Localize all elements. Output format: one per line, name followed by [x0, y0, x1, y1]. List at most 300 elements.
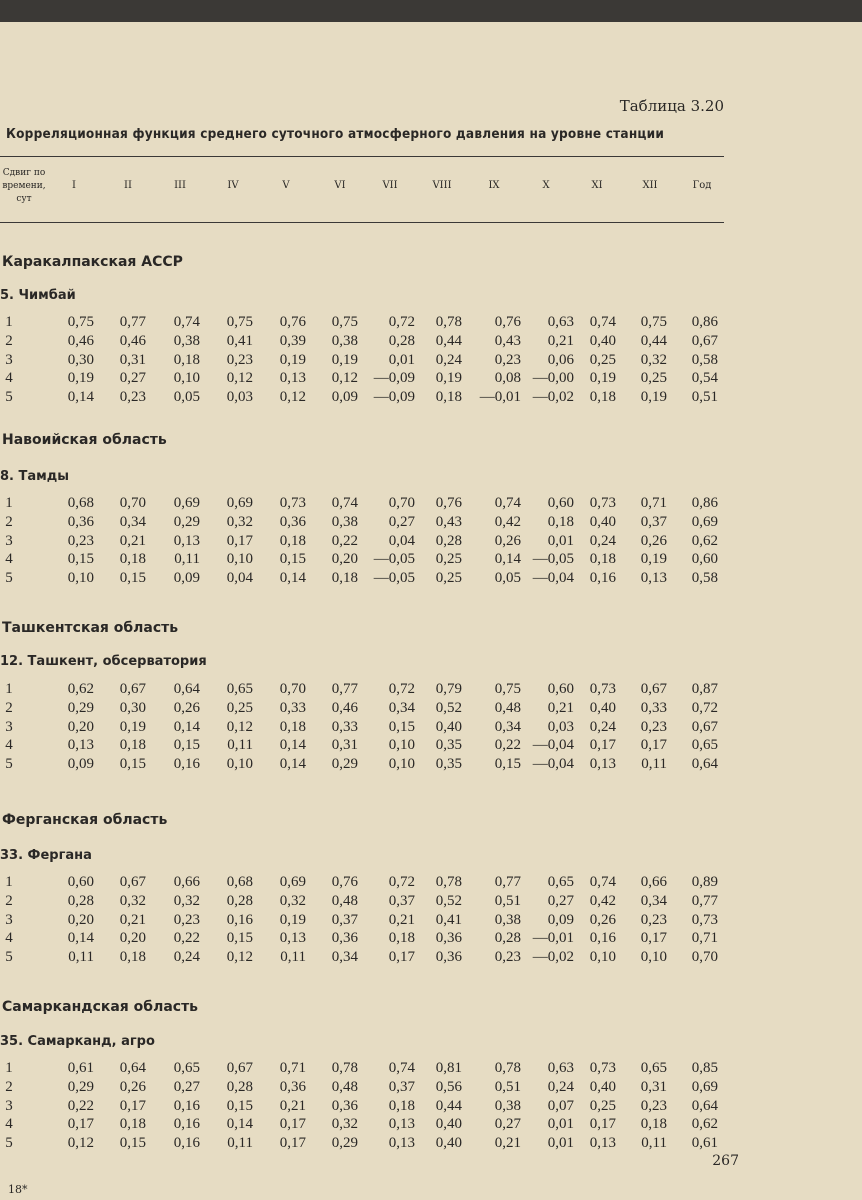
column-header: II — [124, 180, 132, 191]
value-cell: 0,28 — [226, 892, 253, 909]
value-cell: 0,76 — [435, 495, 462, 511]
value-cell: 0,36 — [279, 513, 306, 530]
value-cell: 0,43 — [494, 332, 521, 349]
value-cell: 0,15 — [279, 551, 306, 568]
value-cell: 0,11 — [641, 1135, 667, 1152]
column-header: VII — [382, 180, 398, 191]
value-cell: 0,77 — [119, 314, 146, 330]
lag-header-line: Сдвиг по — [2, 168, 46, 178]
value-cell: 0,41 — [226, 332, 253, 349]
value-cell: 0,14 — [279, 737, 306, 754]
value-cell: 0,15 — [388, 718, 415, 735]
value-cell: 0,18 — [589, 551, 616, 568]
page-number: 267 — [712, 1153, 739, 1169]
value-cell: 0,11 — [280, 949, 306, 966]
value-cell: 0,38 — [173, 332, 200, 349]
value-cell: 0,19 — [589, 370, 616, 387]
lag-cell: 4 — [5, 551, 13, 568]
lag-cell: 1 — [5, 874, 13, 890]
value-cell: 0,74 — [589, 314, 616, 330]
value-cell: —0,04 — [532, 570, 574, 587]
value-cell: 0,03 — [226, 389, 253, 406]
lag-cell: 2 — [5, 892, 13, 909]
value-cell: 0,77 — [691, 892, 718, 909]
value-cell: 0,23 — [640, 911, 667, 928]
value-cell: 0,10 — [226, 756, 253, 773]
value-cell: 0,23 — [494, 351, 521, 368]
value-cell: 0,14 — [279, 570, 306, 587]
value-cell: —0,00 — [532, 370, 574, 387]
value-cell: 0,14 — [67, 930, 94, 947]
value-cell: 0,23 — [494, 949, 521, 966]
value-cell: 0,74 — [173, 314, 200, 330]
lag-cell: 2 — [5, 699, 13, 716]
value-cell: 0,16 — [173, 1116, 200, 1133]
value-cell: 0,14 — [494, 551, 521, 568]
lag-cell: 5 — [5, 389, 13, 406]
value-cell: 0,72 — [388, 874, 415, 890]
value-cell: 0,38 — [331, 513, 358, 530]
value-cell: 0,65 — [547, 874, 574, 890]
value-cell: 0,69 — [279, 874, 306, 890]
value-cell: 0,11 — [641, 756, 667, 773]
column-header: I — [72, 180, 76, 191]
value-cell: 0,69 — [173, 495, 200, 511]
value-cell: 0,70 — [279, 681, 306, 697]
value-cell: 0,29 — [331, 756, 358, 773]
value-cell: 0,76 — [279, 314, 306, 330]
value-cell: 0,46 — [67, 332, 94, 349]
photo-dark-edge — [0, 0, 862, 22]
value-cell: 0,37 — [640, 513, 667, 530]
value-cell: 0,78 — [494, 1060, 521, 1076]
value-cell: 0,01 — [547, 532, 574, 549]
value-cell: 0,16 — [173, 1135, 200, 1152]
value-cell: 0,61 — [691, 1135, 718, 1152]
value-cell: 0,08 — [494, 370, 521, 387]
value-cell: 0,60 — [67, 874, 94, 890]
value-cell: 0,28 — [67, 892, 94, 909]
value-cell: 0,18 — [640, 1116, 667, 1133]
value-cell: 0,29 — [67, 1078, 94, 1095]
value-cell: 0,16 — [173, 1097, 200, 1114]
value-cell: 0,16 — [589, 570, 616, 587]
value-cell: 0,35 — [435, 737, 462, 754]
value-cell: 0,65 — [173, 1060, 200, 1076]
value-cell: 0,23 — [119, 389, 146, 406]
value-cell: 0,26 — [173, 699, 200, 716]
value-cell: 0,68 — [226, 874, 253, 890]
value-cell: —0,05 — [532, 551, 574, 568]
value-cell: 0,40 — [589, 699, 616, 716]
value-cell: 0,21 — [547, 332, 574, 349]
value-cell: 0,32 — [226, 513, 253, 530]
value-cell: —0,05 — [373, 570, 415, 587]
station-heading: 33. Фергана — [0, 848, 92, 863]
value-cell: 0,28 — [494, 930, 521, 947]
value-cell: 0,71 — [279, 1060, 306, 1076]
lag-cell: 1 — [5, 495, 13, 511]
value-cell: 0,73 — [589, 495, 616, 511]
lag-cell: 1 — [5, 1060, 13, 1076]
value-cell: 0,40 — [435, 1116, 462, 1133]
value-cell: 0,05 — [494, 570, 521, 587]
value-cell: —0,09 — [373, 370, 415, 387]
value-cell: 0,64 — [691, 756, 718, 773]
region-heading: Ферганская область — [2, 812, 168, 828]
value-cell: 0,40 — [435, 1135, 462, 1152]
value-cell: 0,18 — [547, 513, 574, 530]
value-cell: 0,16 — [589, 930, 616, 947]
value-cell: 0,22 — [67, 1097, 94, 1114]
value-cell: 0,75 — [67, 314, 94, 330]
value-cell: 0,18 — [119, 551, 146, 568]
region-heading: Ташкентская область — [2, 620, 179, 636]
lag-cell: 2 — [5, 1078, 13, 1095]
lag-column-header — [0, 167, 48, 206]
value-cell: 0,27 — [119, 370, 146, 387]
value-cell: 0,19 — [640, 389, 667, 406]
value-cell: 0,28 — [388, 332, 415, 349]
value-cell: 0,27 — [494, 1116, 521, 1133]
value-cell: 0,11 — [68, 949, 94, 966]
value-cell: 0,67 — [119, 874, 146, 890]
value-cell: 0,13 — [388, 1135, 415, 1152]
value-cell: 0,12 — [226, 949, 253, 966]
value-cell: 0,41 — [435, 911, 462, 928]
lag-header-line: времени, — [2, 181, 46, 191]
value-cell: 0,60 — [547, 681, 574, 697]
value-cell: 0,26 — [494, 532, 521, 549]
value-cell: 0,77 — [494, 874, 521, 890]
value-cell: 0,20 — [119, 930, 146, 947]
value-cell: 0,15 — [119, 756, 146, 773]
lag-cell: 5 — [5, 1135, 13, 1152]
value-cell: 0,40 — [589, 1078, 616, 1095]
value-cell: 0,17 — [589, 1116, 616, 1133]
value-cell: 0,67 — [691, 718, 718, 735]
region-heading: Каракалпакская АССР — [2, 254, 183, 270]
value-cell: —0,04 — [532, 756, 574, 773]
value-cell: 0,18 — [331, 570, 358, 587]
value-cell: 0,18 — [119, 1116, 146, 1133]
value-cell: 0,21 — [547, 699, 574, 716]
value-cell: 0,64 — [691, 1097, 718, 1114]
value-cell: 0,48 — [494, 699, 521, 716]
value-cell: 0,13 — [589, 756, 616, 773]
value-cell: 0,25 — [226, 699, 253, 716]
station-heading: 35. Самарканд, агро — [0, 1034, 155, 1049]
value-cell: 0,11 — [227, 1135, 253, 1152]
lag-cell: 4 — [5, 737, 13, 754]
lag-cell: 2 — [5, 332, 13, 349]
value-cell: 0,65 — [226, 681, 253, 697]
value-cell: 0,15 — [173, 737, 200, 754]
value-cell: 0,18 — [173, 351, 200, 368]
value-cell: 0,75 — [331, 314, 358, 330]
value-cell: 0,15 — [494, 756, 521, 773]
value-cell: 0,23 — [226, 351, 253, 368]
value-cell: —0,04 — [532, 737, 574, 754]
value-cell: 0,23 — [173, 911, 200, 928]
value-cell: 0,20 — [67, 911, 94, 928]
value-cell: 0,85 — [691, 1060, 718, 1076]
lag-header-line: сут — [16, 194, 32, 204]
value-cell: 0,13 — [67, 737, 94, 754]
value-cell: 0,17 — [589, 737, 616, 754]
column-header: Год — [692, 180, 712, 191]
value-cell: 0,52 — [435, 699, 462, 716]
value-cell: 0,06 — [547, 351, 574, 368]
value-cell: 0,73 — [589, 681, 616, 697]
value-cell: 0,76 — [331, 874, 358, 890]
value-cell: 0,17 — [67, 1116, 94, 1133]
value-cell: 0,16 — [173, 756, 200, 773]
value-cell: 0,17 — [640, 930, 667, 947]
value-cell: 0,15 — [67, 551, 94, 568]
value-cell: 0,40 — [589, 332, 616, 349]
value-cell: 0,27 — [388, 513, 415, 530]
value-cell: 0,25 — [640, 370, 667, 387]
value-cell: 0,86 — [691, 314, 718, 330]
value-cell: 0,19 — [640, 551, 667, 568]
value-cell: 0,34 — [331, 949, 358, 966]
station-heading: 8. Тамды — [0, 469, 70, 484]
value-cell: 0,07 — [547, 1097, 574, 1114]
value-cell: 0,37 — [388, 1078, 415, 1095]
lag-cell: 4 — [5, 930, 13, 947]
value-cell: —0,01 — [479, 389, 521, 406]
value-cell: 0,51 — [691, 389, 718, 406]
value-cell: 0,23 — [640, 718, 667, 735]
value-cell: 0,29 — [331, 1135, 358, 1152]
lag-cell: 4 — [5, 1116, 13, 1133]
value-cell: 0,23 — [67, 532, 94, 549]
value-cell: 0,75 — [494, 681, 521, 697]
region-heading: Самаркандская область — [2, 999, 199, 1015]
value-cell: 0,64 — [119, 1060, 146, 1076]
value-cell: 0,14 — [67, 389, 94, 406]
value-cell: 0,22 — [173, 930, 200, 947]
value-cell: 0,17 — [119, 1097, 146, 1114]
value-cell: —0,09 — [373, 389, 415, 406]
value-cell: 0,10 — [173, 370, 200, 387]
value-cell: 0,67 — [226, 1060, 253, 1076]
value-cell: 0,18 — [435, 389, 462, 406]
lag-cell: 5 — [5, 570, 13, 587]
value-cell: 0,67 — [119, 681, 146, 697]
value-cell: 0,10 — [226, 551, 253, 568]
value-cell: 0,18 — [279, 532, 306, 549]
value-cell: 0,22 — [494, 737, 521, 754]
value-cell: 0,32 — [331, 1116, 358, 1133]
column-header: V — [282, 180, 290, 191]
value-cell: 0,24 — [589, 532, 616, 549]
value-cell: 0,68 — [67, 495, 94, 511]
value-cell: 0,56 — [435, 1078, 462, 1095]
value-cell: 0,78 — [331, 1060, 358, 1076]
value-cell: 0,14 — [279, 756, 306, 773]
value-cell: 0,42 — [494, 513, 521, 530]
value-cell: 0,01 — [547, 1116, 574, 1133]
value-cell: 0,19 — [435, 370, 462, 387]
value-cell: 0,72 — [388, 314, 415, 330]
value-cell: 0,01 — [388, 351, 415, 368]
value-cell: 0,01 — [547, 1135, 574, 1152]
value-cell: 0,75 — [226, 314, 253, 330]
value-cell: 0,44 — [640, 332, 667, 349]
value-cell: 0,70 — [388, 495, 415, 511]
value-cell: 0,64 — [173, 681, 200, 697]
value-cell: 0,67 — [691, 332, 718, 349]
value-cell: 0,36 — [67, 513, 94, 530]
value-cell: 0,09 — [173, 570, 200, 587]
value-cell: 0,15 — [119, 570, 146, 587]
value-cell: 0,63 — [547, 1060, 574, 1076]
value-cell: 0,32 — [640, 351, 667, 368]
value-cell: 0,19 — [67, 370, 94, 387]
table-number: Таблица 3.20 — [619, 97, 724, 115]
value-cell: 0,21 — [119, 532, 146, 549]
value-cell: 0,09 — [331, 389, 358, 406]
lag-cell: 3 — [5, 718, 13, 735]
value-cell: 0,89 — [691, 874, 718, 890]
value-cell: 0,13 — [640, 570, 667, 587]
value-cell: 0,54 — [691, 370, 718, 387]
value-cell: 0,25 — [435, 551, 462, 568]
column-header: XII — [642, 180, 658, 191]
value-cell: 0,29 — [67, 699, 94, 716]
value-cell: 0,33 — [331, 718, 358, 735]
station-heading: 5. Чимбай — [0, 288, 76, 303]
value-cell: 0,10 — [388, 756, 415, 773]
value-cell: 0,58 — [691, 570, 718, 587]
value-cell: 0,75 — [640, 314, 667, 330]
value-cell: 0,11 — [174, 551, 200, 568]
signature-mark: 18* — [8, 1183, 28, 1196]
value-cell: —0,01 — [532, 930, 574, 947]
value-cell: 0,24 — [547, 1078, 574, 1095]
value-cell: —0,02 — [532, 949, 574, 966]
value-cell: 0,32 — [119, 892, 146, 909]
value-cell: 0,09 — [547, 911, 574, 928]
value-cell: 0,28 — [226, 1078, 253, 1095]
value-cell: 0,26 — [119, 1078, 146, 1095]
value-cell: 0,87 — [691, 681, 718, 697]
value-cell: 0,14 — [226, 1116, 253, 1133]
value-cell: 0,46 — [119, 332, 146, 349]
lag-cell: 2 — [5, 513, 13, 530]
value-cell: 0,71 — [640, 495, 667, 511]
value-cell: 0,21 — [279, 1097, 306, 1114]
column-header: IV — [227, 180, 239, 191]
value-cell: 0,09 — [67, 756, 94, 773]
value-cell: 0,31 — [331, 737, 358, 754]
value-cell: 0,36 — [331, 1097, 358, 1114]
value-cell: 0,12 — [67, 1135, 94, 1152]
value-cell: 0,04 — [388, 532, 415, 549]
value-cell: 0,33 — [279, 699, 306, 716]
value-cell: 0,12 — [279, 389, 306, 406]
value-cell: 0,21 — [494, 1135, 521, 1152]
value-cell: 0,74 — [331, 495, 358, 511]
value-cell: 0,20 — [331, 551, 358, 568]
value-cell: 0,66 — [173, 874, 200, 890]
column-header: VI — [334, 180, 346, 191]
value-cell: 0,32 — [279, 892, 306, 909]
value-cell: 0,31 — [640, 1078, 667, 1095]
value-cell: 0,73 — [691, 911, 718, 928]
value-cell: 0,77 — [331, 681, 358, 697]
value-cell: 0,11 — [227, 737, 253, 754]
value-cell: 0,40 — [435, 718, 462, 735]
value-cell: 0,35 — [435, 756, 462, 773]
value-cell: 0,18 — [388, 930, 415, 947]
value-cell: 0,34 — [640, 892, 667, 909]
value-cell: 0,67 — [640, 681, 667, 697]
value-cell: 0,10 — [388, 737, 415, 754]
value-cell: 0,61 — [67, 1060, 94, 1076]
value-cell: 0,05 — [173, 389, 200, 406]
table-title: Корреляционная функция среднего суточного атмосферного давления на уровне станции — [6, 126, 665, 142]
lag-cell: 3 — [5, 911, 13, 928]
value-cell: 0,48 — [331, 892, 358, 909]
value-cell: 0,65 — [691, 737, 718, 754]
value-cell: 0,62 — [691, 1116, 718, 1133]
value-cell: 0,46 — [331, 699, 358, 716]
column-header: XI — [591, 180, 603, 191]
value-cell: 0,13 — [279, 930, 306, 947]
value-cell: 0,26 — [640, 532, 667, 549]
value-cell: 0,26 — [589, 911, 616, 928]
value-cell: 0,74 — [589, 874, 616, 890]
lag-cell: 3 — [5, 1097, 13, 1114]
value-cell: 0,38 — [331, 332, 358, 349]
column-header: X — [542, 180, 550, 191]
value-cell: 0,34 — [388, 699, 415, 716]
value-cell: 0,74 — [388, 1060, 415, 1076]
value-cell: 0,69 — [691, 1078, 718, 1095]
value-cell: 0,22 — [331, 532, 358, 549]
value-cell: 0,36 — [435, 930, 462, 947]
value-cell: 0,20 — [67, 718, 94, 735]
value-cell: 0,60 — [691, 551, 718, 568]
value-cell: 0,62 — [67, 681, 94, 697]
value-cell: 0,27 — [173, 1078, 200, 1095]
value-cell: 0,60 — [547, 495, 574, 511]
value-cell: 0,17 — [279, 1135, 306, 1152]
value-cell: 0,66 — [640, 874, 667, 890]
value-cell: 0,19 — [279, 911, 306, 928]
value-cell: 0,04 — [226, 570, 253, 587]
value-cell: 0,13 — [388, 1116, 415, 1133]
value-cell: 0,12 — [226, 370, 253, 387]
value-cell: 0,14 — [173, 718, 200, 735]
lag-cell: 5 — [5, 949, 13, 966]
value-cell: 0,17 — [226, 532, 253, 549]
value-cell: 0,18 — [589, 389, 616, 406]
value-cell: —0,05 — [373, 551, 415, 568]
value-cell: 0,34 — [494, 718, 521, 735]
value-cell: 0,24 — [589, 718, 616, 735]
value-cell: 0,36 — [435, 949, 462, 966]
value-cell: 0,37 — [331, 911, 358, 928]
lag-cell: 5 — [5, 756, 13, 773]
value-cell: 0,25 — [589, 1097, 616, 1114]
value-cell: 0,48 — [331, 1078, 358, 1095]
value-cell: 0,62 — [691, 532, 718, 549]
header-bottom-rule — [0, 222, 724, 223]
